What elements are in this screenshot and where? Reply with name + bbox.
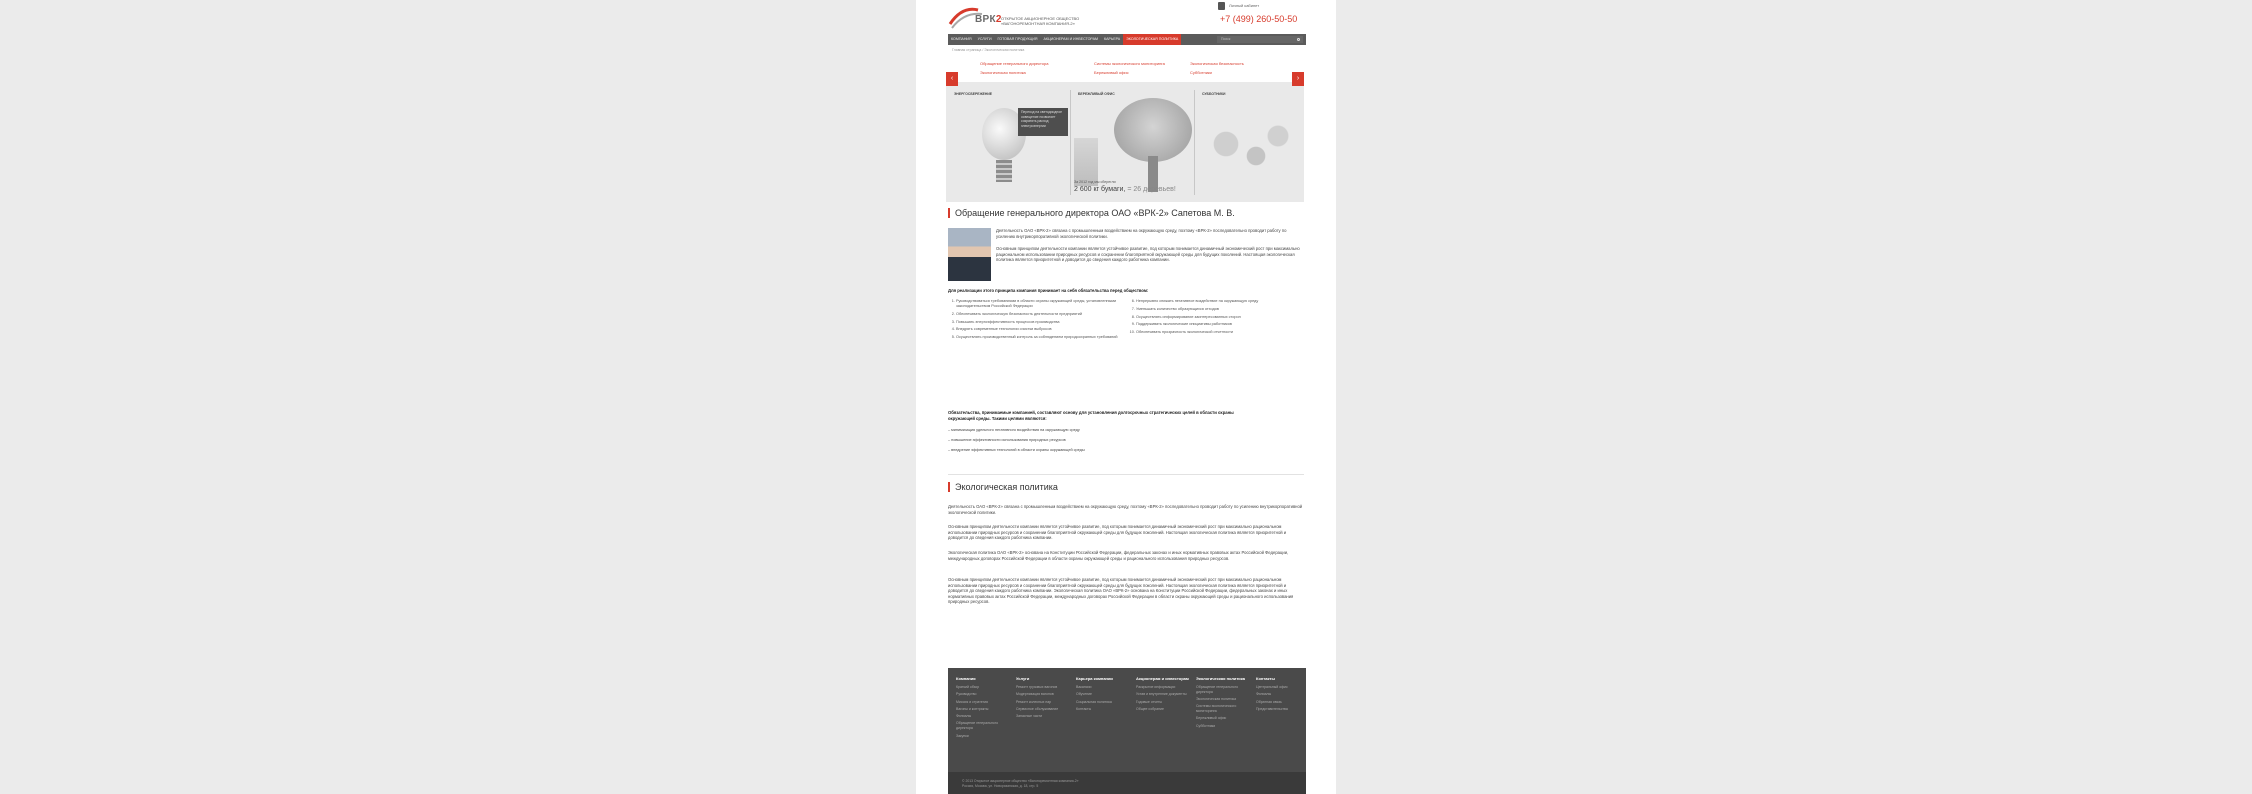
footer-link[interactable]: Центральный офис [1256,685,1288,689]
nav-item-investors[interactable]: АКЦИОНЕРАМ И ИНВЕСТОРАМ [1043,37,1098,41]
submenu-item-monitoring[interactable]: Системы экологического мониторинга [1094,61,1165,66]
list-item: 7. Уменьшать количество образующихся отходов [1136,307,1304,312]
nav-item-products[interactable]: ГОТОВАЯ ПРОДУКЦИЯ [997,37,1038,41]
footer-link[interactable]: Контакты [1076,706,1092,711]
paper-value: 2 600 кг бумаги, [1074,186,1126,193]
policy-paragraph-1: Деятельность ОАО «ВРК-2» связана с промышленным воздействием на окружающую среду, поэтому «ВРК-2» последовательно проводит работу по усилению внутрикорпоративной экологической политики. [948,504,1303,515]
submenu-item-address[interactable]: Обращение генерального директора [980,61,1049,66]
list-item: 9. Поддерживать экологические инициативы работников [1136,322,1304,327]
slide-panel-energy[interactable] [946,82,1070,202]
submenu-item-lean-office[interactable]: Бережливый офис [1094,70,1129,75]
footer-link[interactable]: Обучение [1076,692,1093,697]
footer-link[interactable]: Обратная связь [1256,699,1282,704]
footer-link[interactable]: Обращение генерального директора [956,721,999,731]
list-item: 2. Обеспечивать экологическую безопасность деятельности предприятий [956,312,1120,317]
slider-prev-button[interactable]: ‹ [946,72,958,86]
footer-link[interactable]: Представительства [1256,706,1288,711]
submenu-item-policy[interactable]: Экологическая политика [980,70,1026,75]
personal-cabinet-link[interactable]: Личный кабинет [1229,3,1260,8]
nav-item-career[interactable]: КАРЬЕРА [1103,37,1121,41]
commitments-list-right [1128,299,1304,338]
list-item: 6. Непрерывно снижать негативное воздействие на окружающую среду [1136,299,1304,304]
copyright-text: © 2013 Открытое акционерное общество «Вагоноремонтная компания-2» [962,779,1079,783]
director-photo [948,228,991,281]
list-item: 4. Внедрять современные технологии очистки выбросов [956,327,1120,332]
footer-link[interactable]: Запасные части [1016,714,1043,719]
footer-link[interactable]: Субботники [1196,723,1216,728]
search-input[interactable] [1217,36,1303,43]
footer-heading[interactable]: Услуги [1016,676,1030,681]
slide-label-office: БЕРЕЖЛИВЫЙ ОФИС [1078,92,1115,96]
footer-heading[interactable]: Акционерам и инвесторам [1136,676,1189,681]
footer [948,668,1306,794]
commitments-title: Для реализации этого принципа компания принимает на себя обязательства перед обществом: [948,288,1149,293]
hero-slider[interactable] [946,82,1304,202]
footer-link[interactable]: Руководство [956,692,977,697]
list-item: 3. Повышать энергоэффективность процессов производства [956,320,1120,325]
nav-item-services[interactable]: УСЛУГИ [977,37,992,41]
footer-link[interactable]: Миссия и стратегия [956,699,988,704]
paper-trees: = 26 деревьев! [1127,186,1176,193]
footer-link[interactable]: Годовые отчеты [1136,699,1163,704]
bulb-base-image [996,160,1012,182]
user-icon[interactable] [1218,2,1225,10]
footer-link[interactable]: Раскрытие информации [1136,685,1176,689]
footer-heading[interactable]: Карьера компании [1076,676,1113,681]
footer-address: Россия, Москва, ул. Новорязанская, д. 18, стр. 5 [962,783,1039,788]
footer-link[interactable]: Филиалы [1256,692,1272,697]
children-drawing-image [1196,112,1296,192]
footer-heading[interactable]: Экологическая политика [1196,676,1245,681]
footer-link[interactable]: Экологическая политика [1196,697,1237,702]
footer-column-career [1076,676,1132,714]
footer-link[interactable]: Филиалы [956,714,972,719]
logo-text [975,14,1002,25]
footer-bottom-bar [948,772,1306,794]
goal-item: – повышение эффективности использования природных ресурсов [948,438,1066,442]
slide-label-cleanup: СУББОТНИКИ [1202,92,1226,96]
section-title-policy: Экологическая политика [948,482,1058,492]
search-icon[interactable] [1297,38,1300,41]
phone-number: +7 (499) 260-50-50 [1220,14,1298,24]
submenu-item-safety[interactable]: Экологическая безопасность [1190,61,1244,66]
section-divider [948,474,1304,475]
footer-column-services [1016,676,1072,721]
footer-link[interactable]: Сервисное обслуживание [1016,706,1059,711]
list-item: 8. Осуществлять информирование заинтересованных сторон [1136,315,1304,320]
footer-link[interactable]: Социальная политика [1076,699,1112,704]
search-placeholder: Поиск [1221,37,1231,41]
footer-column-contacts [1256,676,1302,714]
slide-label-energy: ЭНЕРГОСБЕРЕЖЕНИЕ [954,92,993,96]
submenu-item-cleanup[interactable]: Субботники [1190,70,1212,75]
footer-column-company [956,676,1012,741]
goal-item: – минимизация удельного негативного воздействия на окружающую среду [948,428,1080,432]
goals-title: Обязательства, принимаемые компанией, составляют основу для установления долгосрочных стратегических целей в области охраны окружающей среды. Такими целями являются: [948,410,1234,421]
list-item: 5. Осуществлять производственный контроль за соблюдением природоохранных требований [956,335,1120,340]
footer-heading[interactable]: Компания [956,676,976,681]
breadcrumb[interactable]: Главная страница / Экологическая политика [952,48,1025,52]
slider-next-button[interactable]: › [1292,72,1304,86]
paper-stat [1074,186,1176,193]
policy-paragraph-2: Основным принципом деятельности компании является устойчивое развитие, под которым понимается динамичный экономический рост при максимально рациональном использовании природных ресурсов и сохранении благоприятной окружающей среды для будущих поколений. Настоящая экологическая политика является приоритетной и доводится до сведения каждого работника компании. [948,524,1287,541]
footer-link[interactable]: Бережливый офис [1196,716,1227,721]
footer-link[interactable]: Модернизация вагонов [1016,692,1054,697]
address-paragraph-1: Деятельность ОАО «ВРК-2» связана с промышленным воздействием на окружающую среду, поэтому «ВРК-2» последовательно проводит работу по усилению внутрикорпоративной экологической политики. [996,228,1287,239]
main-nav [948,34,1306,45]
policy-paragraph-3: Экологическая политика ОАО «ВРК-2» основана на Конституции Российской Федерации, федеральных законах и иных нормативных правовых актах Российской Федерации, международных договорах Российской Федерации в области охраны окружающей среды и рационального использования природных ресурсов. [948,550,1289,561]
copyright [962,779,1079,788]
footer-link[interactable]: Устав и внутренние документы [1136,692,1187,697]
address-paragraph-2: Основным принципом деятельности компании является устойчивое развитие, под которым понимается динамичный экономический рост при максимально рациональном использовании природных ресурсов и сохранении благоприятной окружающей среды для будущих поколений. Настоящая экологическая политика является приоритетной и доводится до сведения каждого работника компании. [996,246,1300,263]
footer-column-investors [1136,676,1192,714]
logo-number: 2 [995,14,1002,25]
footer-link[interactable]: Ремонт грузовых вагонов [1016,685,1058,689]
footer-column-ecology [1196,676,1252,731]
footer-link[interactable]: Ремонт колесных пар [1016,699,1052,704]
footer-link[interactable]: Обращение генерального директора [1196,685,1239,694]
list-item: 1. Руководствоваться требованиями в области охраны окружающей среды, установленными законодательством Российской Федерации [956,299,1120,309]
tree-image [1114,98,1192,162]
nav-item-ecology[interactable]: ЭКОЛОГИЧЕСКАЯ ПОЛИТИКА [1123,34,1181,45]
paper-stack-image [1074,138,1098,186]
nav-item-company[interactable]: КОМПАНИЯ [951,37,972,41]
page-container [916,0,1336,794]
footer-link[interactable]: Закупки [956,733,969,738]
policy-paragraph-4: Основным принципом деятельности компании является устойчивое развитие, под которым понимается динамичный экономический рост при максимально рациональном использовании природных ресурсов и сохранении благоприятной окружающей среды для будущих поколений. Настоящая экологическая политика является приоритетной и доводится до сведения каждого работника компании. Экологическая политика ОАО «ВРК-2» основана на Конституции Российской Федерации, федеральных законах и иных нормативных правовых актах Российской Федерации, международных договорах Российской Федерации в области охраны окружающей среды и рационального использования природных ресурсов. [948,577,1294,605]
logo-letters: ВРК [975,14,996,25]
footer-link[interactable]: Общее собрание [1136,706,1164,711]
list-item: 10. Обеспечивать прозрачность экологической отчетности [1136,330,1304,335]
company-name: ОТКРЫТОЕ АКЦИОНЕРНОЕ ОБЩЕСТВО «ВАГОНОРЕМОНТНАЯ КОМПАНИЯ-2» [1001,16,1080,26]
section-title-address: Обращение генерального директора ОАО «ВРК-2» Сапетова М. В. [948,208,1235,218]
slide-tooltip: Переход на светодиодное освещение позволяет сократить расход электроэнергии [1018,108,1068,136]
paper-note: За 2012 год мы сберегли [1074,180,1116,184]
goal-item: – внедрение эффективных технологий в области охраны окружающей среды [948,448,1085,452]
footer-link[interactable]: Вакансии [1076,685,1092,689]
footer-link[interactable]: Вагоны и контракты [956,706,989,711]
commitments-list-left [948,299,1120,343]
footer-link[interactable]: Краткий обзор [956,685,980,689]
footer-link[interactable]: Системы экологического мониторинга [1196,704,1237,714]
footer-heading[interactable]: Контакты [1256,676,1275,681]
